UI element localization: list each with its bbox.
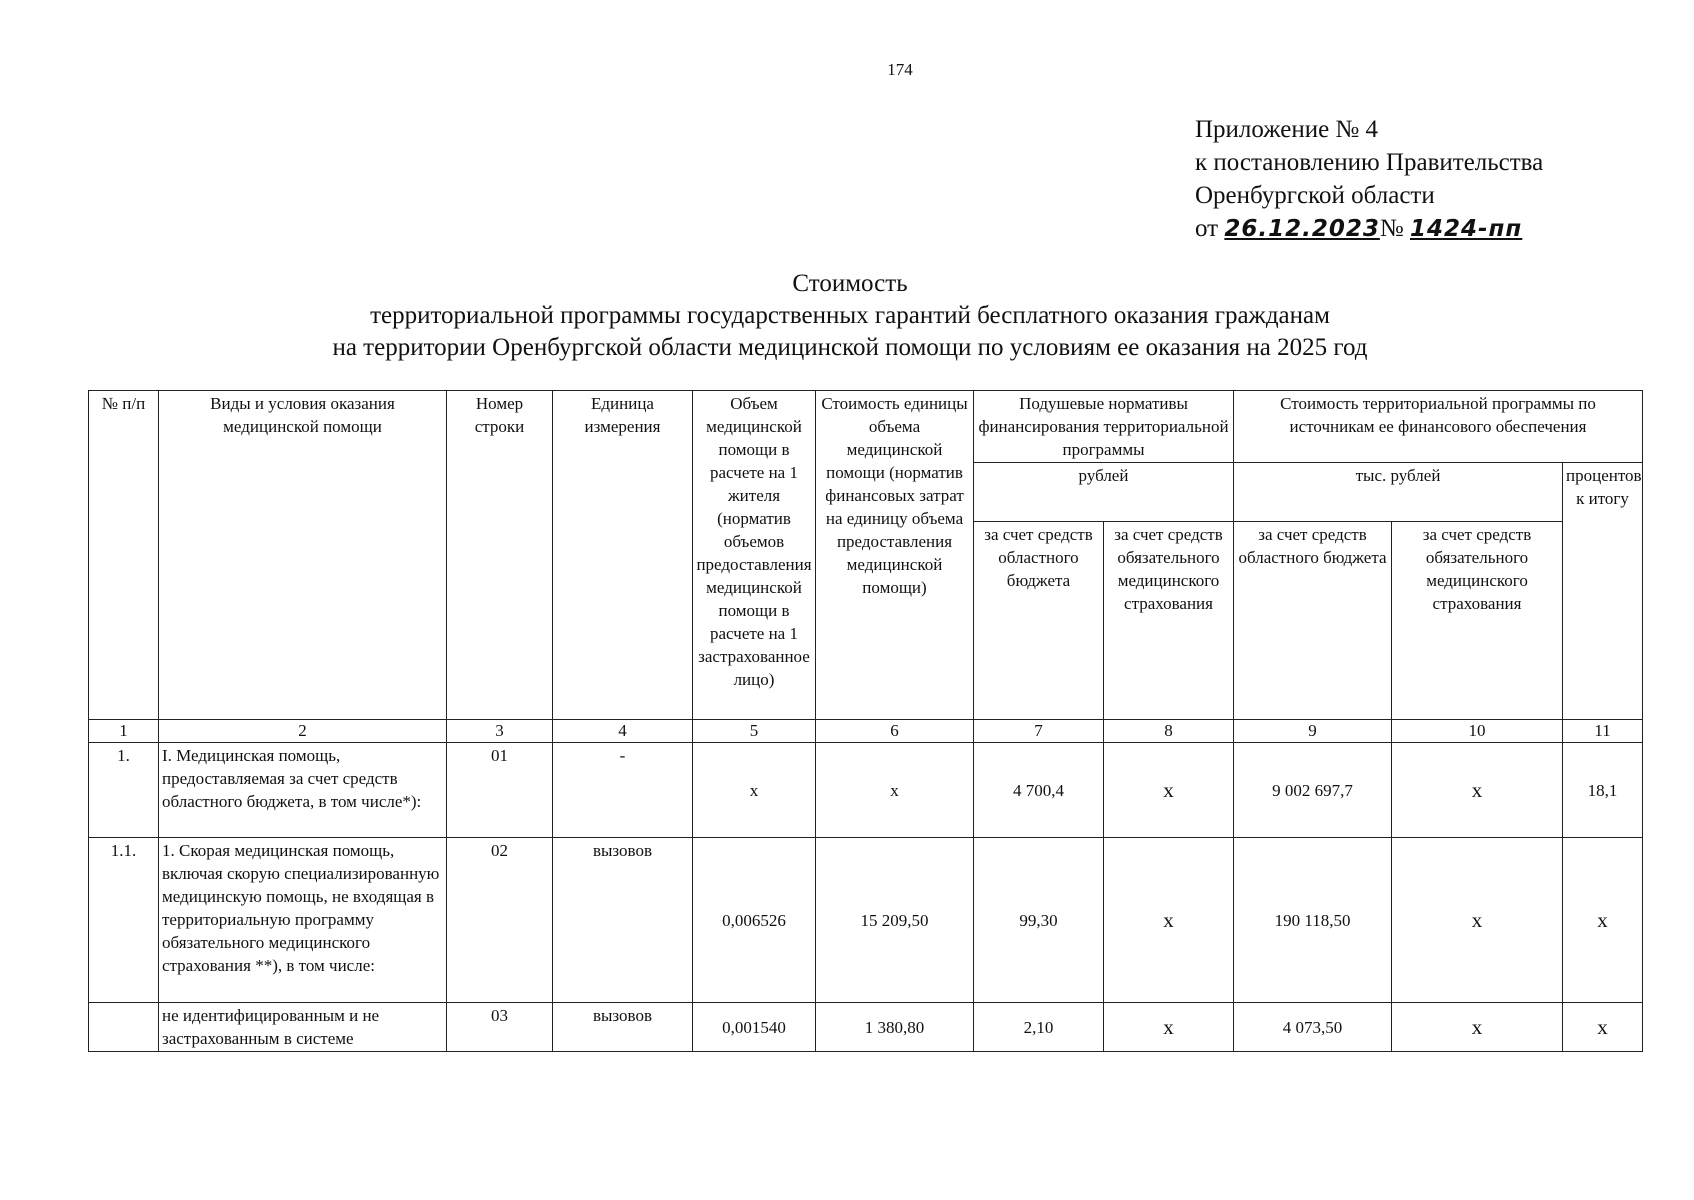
header-unit: Единица измерения	[553, 391, 693, 720]
row-pc-oms: x	[1104, 1003, 1234, 1052]
row-cost-budget: 4 073,50	[1234, 1003, 1392, 1052]
column-number: 7	[974, 720, 1104, 743]
title-line-1: Стоимость	[792, 270, 908, 297]
row-line: 03	[447, 1003, 553, 1052]
row-pc-budget: 4 700,4	[974, 743, 1104, 838]
header-line-number: Номер строки	[447, 391, 553, 720]
header-thousand-rubles: тыс. рублей	[1234, 463, 1563, 522]
row-line: 02	[447, 838, 553, 1003]
column-number: 4	[553, 720, 693, 743]
header-group-per-capita: Подушевые нормативы финансирования территориальной программы	[974, 391, 1234, 463]
title-line-2: территориальной программы государственных гарантий бесплатного оказания гражданам	[370, 302, 1330, 329]
row-volume: x	[693, 743, 816, 838]
header-cost-budget: за счет средств областного бюджета	[1234, 522, 1392, 720]
header-number: № п/п	[89, 391, 159, 720]
row-cost-budget: 9 002 697,7	[1234, 743, 1392, 838]
header-percent: процентов к итогу	[1563, 463, 1643, 720]
row-num: 1.1.	[89, 838, 159, 1003]
header-cost-oms: за счет средств обязательного медицинского страхования	[1392, 522, 1563, 720]
header-rubles: рублей	[974, 463, 1234, 522]
row-cost-oms: x	[1392, 1003, 1563, 1052]
row-line: 01	[447, 743, 553, 838]
page-number: 174	[887, 60, 913, 79]
appendix-block	[1195, 113, 1543, 246]
row-unit-cost: 15 209,50	[816, 838, 974, 1003]
appendix-line-3: Оренбургской области	[1195, 182, 1435, 209]
row-name: 1. Скорая медицинская помощь, включая скорую специализированную медицинскую помощь, не входящая в территориальную программу обязательного медицинского страхования **), в том числе:	[159, 838, 447, 1003]
date-prefix: от	[1195, 215, 1219, 242]
row-pc-oms: x	[1104, 743, 1234, 838]
column-number: 2	[159, 720, 447, 743]
row-num	[89, 1003, 159, 1052]
handwritten-date: 26.12.2023	[1224, 216, 1380, 242]
number-prefix: №	[1379, 215, 1404, 242]
column-number: 5	[693, 720, 816, 743]
row-pc-oms: x	[1104, 838, 1234, 1003]
row-cost-oms: x	[1392, 743, 1563, 838]
column-number: 8	[1104, 720, 1234, 743]
row-cost-oms: x	[1392, 838, 1563, 1003]
appendix-date-line	[1195, 212, 1543, 246]
header-volume: Объем медицинской помощи в расчете на 1 жителя (норматив объемов предоставления медицинской помощи в расчете на 1 застрахованное лицо)	[693, 391, 816, 720]
column-number: 9	[1234, 720, 1392, 743]
row-unit: вызовов	[553, 838, 693, 1003]
table-row	[89, 838, 1643, 1003]
row-name: I. Медицинская помощь, предоставляемая за счет средств областного бюджета, в том числе*):	[159, 743, 447, 838]
column-number: 6	[816, 720, 974, 743]
column-number: 1	[89, 720, 159, 743]
row-cost-budget: 190 118,50	[1234, 838, 1392, 1003]
row-volume: 0,006526	[693, 838, 816, 1003]
title-line-3: на территории Оренбургской области медицинской помощи по условиям ее оказания на 2025 год	[332, 334, 1368, 361]
header-group-cost: Стоимость территориальной программы по источникам ее финансового обеспечения	[1234, 391, 1643, 463]
row-unit-cost: x	[816, 743, 974, 838]
document-title	[0, 268, 1694, 364]
row-unit: -	[553, 743, 693, 838]
header-pc-oms: за счет средств обязательного медицинского страхования	[1104, 522, 1234, 720]
table-row	[89, 1003, 1643, 1052]
row-volume: 0,001540	[693, 1003, 816, 1052]
appendix-line-1: Приложение № 4	[1195, 116, 1379, 143]
column-number-row	[89, 720, 1643, 743]
handwritten-number: 1424-пп	[1409, 216, 1523, 242]
row-unit: вызовов	[553, 1003, 693, 1052]
row-percent: 18,1	[1563, 743, 1643, 838]
row-unit-cost: 1 380,80	[816, 1003, 974, 1052]
column-number: 10	[1392, 720, 1563, 743]
row-num: 1.	[89, 743, 159, 838]
column-number: 11	[1563, 720, 1643, 743]
row-name: не идентифицированным и не застрахованным в системе	[159, 1003, 447, 1052]
table-row	[89, 743, 1643, 838]
row-pc-budget: 2,10	[974, 1003, 1104, 1052]
cost-table	[88, 390, 1643, 1052]
row-percent: x	[1563, 838, 1643, 1003]
row-percent: x	[1563, 1003, 1643, 1052]
appendix-line-2: к постановлению Правительства	[1195, 149, 1544, 176]
row-pc-budget: 99,30	[974, 838, 1104, 1003]
header-unit-cost: Стоимость единицы объема медицинской помощи (норматив финансовых затрат на единицу объема предоставления медицинской помощи)	[816, 391, 974, 720]
header-pc-budget: за счет средств областного бюджета	[974, 522, 1104, 720]
header-kinds: Виды и условия оказания медицинской помощи	[159, 391, 447, 720]
column-number: 3	[447, 720, 553, 743]
header-row-1	[89, 391, 1643, 463]
